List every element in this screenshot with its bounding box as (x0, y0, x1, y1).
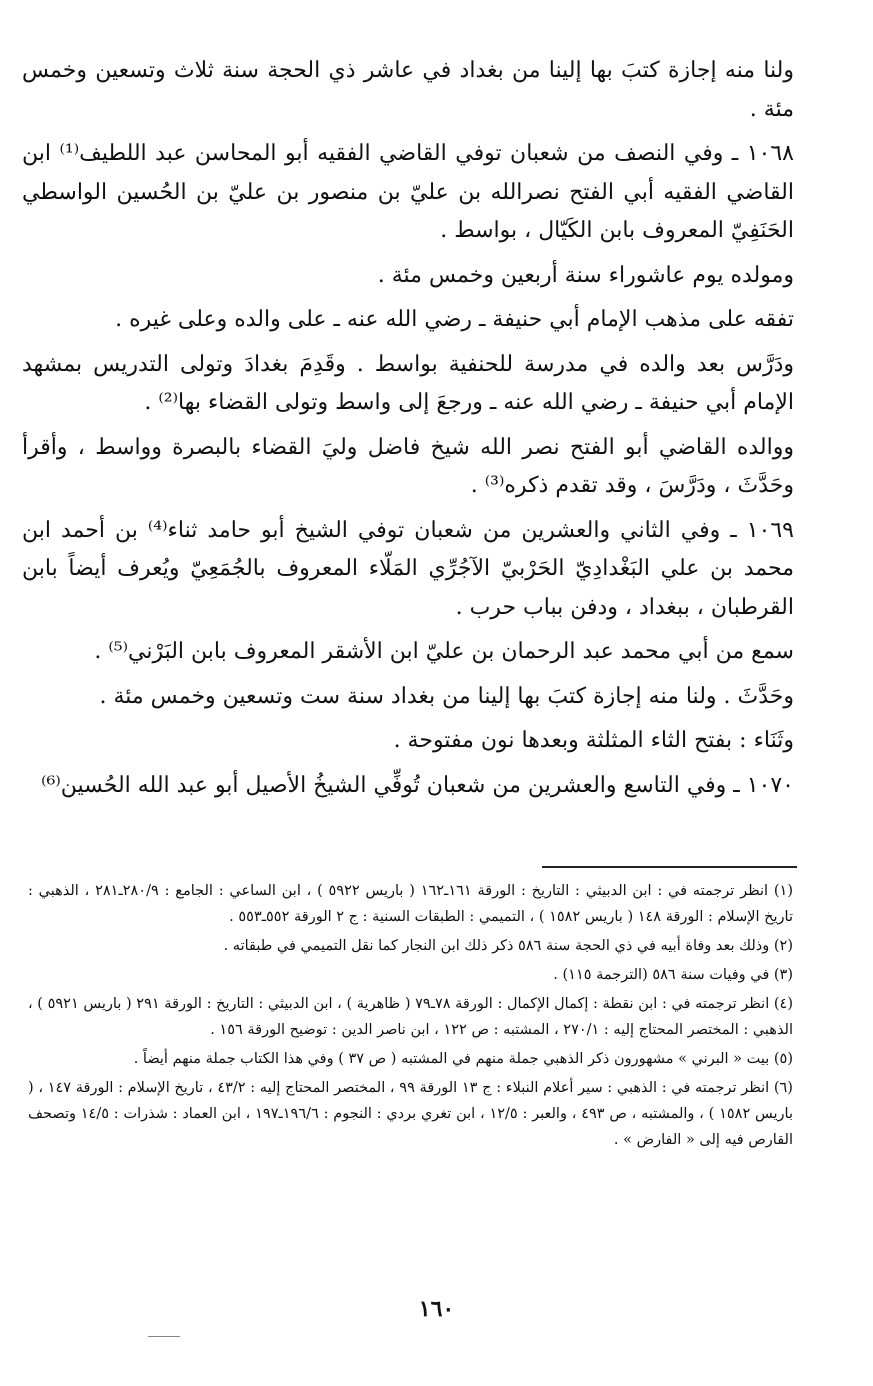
paragraph-fiqh: تفقه على مذهب الإمام أبي حنيفة ـ رضي الله عنه ـ على والده وعلى غيره . (115, 307, 794, 332)
page-number: ١٦٠ (418, 1296, 455, 1322)
paragraph-heard: سمع من أبي محمد عبد الرحمان بن عليّ ابن الأشقر المعروف بابن البَرْني⁽⁵⁾ . (94, 639, 794, 664)
footnote-5: (٥) بيت « البرني » مشهورون ذكر الذهبي جملة منهم في المشتبه ( ص ٣٧ ) وفي هذا الكتاب جملة منهم أيضاً . (133, 1051, 793, 1067)
footnote-6: (٦) انظر ترجمته في : الذهبي : سير أعلام النبلاء : ج ١٣ الورقة ٩٩ ، المختصر المحتاج إليه : ٤٣/٢ ، تاريخ الإسلام : الورقة ١٤٧ ، ( باريس ١٥٨٢ ) ، والمشتبه ، ص ٤٩٣ ، والعبر : ١٢/٥ ، ابن تغري بردي : النجوم : ١٩٦/٦ـ١٩٧ ، ابن العماد : شذرات : ١٤/٥ وتصحف القارص فيه إلى « الفارض » . (28, 1080, 793, 1148)
paragraph-ijaza: وحَدَّثَ . ولنا منه إجازة كتبَ بها إلينا من بغداد سنة ست وتسعين وخمس مئة . (99, 683, 794, 709)
footnotes (28, 878, 793, 1156)
entry-1069: ١٠٦٩ ـ وفي الثاني والعشرين من شعبان توفي الشيخ أبو حامد ثناء⁽⁴⁾ بن أحمد ابن محمد بن علي البَغْدادِيّ الحَرْبيّ الآجُرِّي المَلّاء المعروف بالجُمَعِيّ ويُعرف أيضاً بابن القرطبان ، ببغداد ، ودفن بباب حرب . (22, 517, 794, 620)
paragraph-teaching: ودَرَّس بعد والده في مدرسة للحنفية بواسط . وقَدِمَ بغدادَ وتولى التدريس بمشهد الإمام أبي حنيفة ـ رضي الله عنه ـ ورجعَ إلى واسط وتولى القضاء بها⁽²⁾ . (22, 351, 794, 415)
entry-1068: ١٠٦٨ ـ وفي النصف من شعبان توفي القاضي الفقيه أبو المحاسن عبد اللطيف⁽¹⁾ ابن القاضي الفقيه أبي الفتح نصرالله بن عليّ بن منصور بن عليّ بن الحُسين الواسطي الحَنَفِيّ المعروف بابن الكَيّال ، بواسط . (22, 141, 794, 243)
footnote-1: (١) انظر ترجمته في : ابن الدبيثي : التاريخ : الورقة ١٦١ـ١٦٢ ( باريس ٥٩٢٢ ) ، ابن الساعي : الجامع : ٢٨٠/٩ـ٢٨١ ، الذهبي : تاريخ الإسلام : الورقة ١٤٨ ( باريس ١٥٨٢ ) ، التميمي : الطبقات السنية : ج ٢ الورقة ٥٥٢ـ٥٥٣ . (28, 883, 793, 925)
main-text (22, 52, 794, 811)
paragraph-father: ووالده القاضي أبو الفتح نصر الله شيخ فاضل وليَ القضاء بالبصرة وواسط ، وأقرأ وحَدَّثَ ، ودَرَّسَ ، وقد تقدم ذكره⁽³⁾ . (22, 434, 794, 498)
footnote-3: (٣) في وفيات سنة ٥٨٦ (الترجمة ١١٥) . (553, 967, 793, 983)
paragraph-thana: وثَنَاء : بفتح الثاء المثلثة وبعدها نون مفتوحة . (393, 728, 794, 753)
footnote-divider (542, 866, 797, 868)
footnote-4: (٤) انظر ترجمته في : ابن نقطة : إكمال الإكمال : الورقة ٧٨ـ٧٩ ( ظاهرية ) ، ابن الدبيثي : التاريخ : الورقة ٢٩١ ( باريس ٥٩٢١ ) ، الذهبي : المختصر المحتاج إليه : ٢٧٠/١ ، المشتبه : ص ١٢٢ ، ابن ناصر الدين : توضيح الورقة ١٥٦ . (28, 996, 793, 1038)
scan-mark (148, 1336, 180, 1337)
entry-1070: ١٠٧٠ ـ وفي التاسع والعشرين من شعبان تُوفِّي الشيخُ الأصيل أبو عبد الله الحُسين⁽⁶⁾ (41, 772, 794, 798)
paragraph-1: ولنا منه إجازة كتبَ بها إلينا من بغداد في عاشر ذي الحجة سنة ثلاث وتسعين وخمس مئة . (22, 58, 794, 122)
footnote-2: (٢) وذلك بعد وفاة أبيه في ذي الحجة سنة ٥٨٦ ذكر ذلك ابن النجار كما نقل التميمي في طبقاته . (223, 938, 793, 954)
paragraph-birth: ومولده يوم عاشوراء سنة أربعين وخمس مئة . (377, 262, 794, 288)
